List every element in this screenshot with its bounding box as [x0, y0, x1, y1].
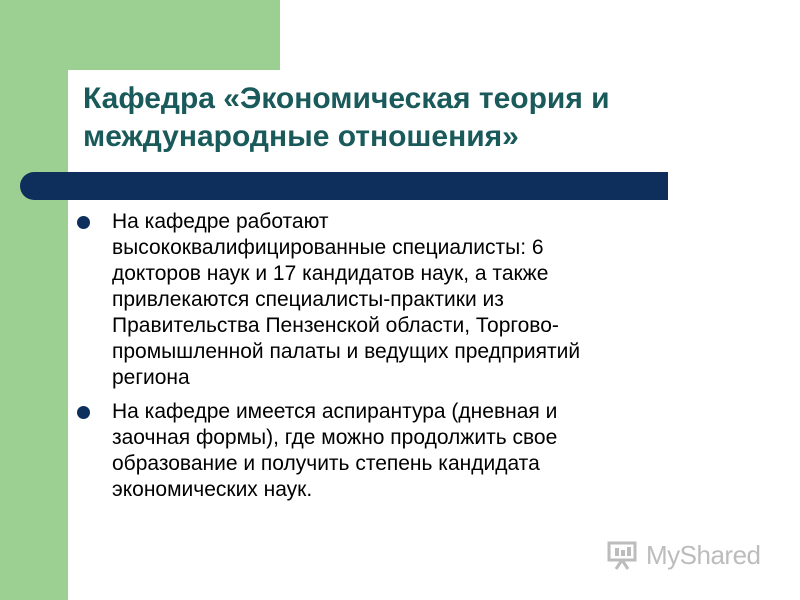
green-accent-left — [0, 0, 68, 600]
title-line: международные отношения» — [83, 120, 519, 153]
bullet-dot — [77, 406, 90, 419]
bullet-list — [77, 209, 717, 511]
bullet-item — [77, 209, 717, 391]
bullet-text-line: образование и получить степень кандидата — [112, 452, 540, 475]
bullet-text-line: Правительства Пензенской области, Торгово- — [112, 314, 559, 337]
bullet-dot — [77, 216, 90, 229]
bullet-text-line: региона — [112, 366, 190, 389]
myshared-watermark[interactable] — [606, 537, 770, 573]
bullet-text-line: На кафедре работают — [112, 210, 329, 233]
bullet-text-line: промышленной палаты и ведущих предприятий — [112, 340, 581, 363]
title-divider-bar — [20, 172, 668, 200]
slide-title — [83, 80, 723, 156]
bullet-text-line: докторов наук и 17 кандидатов наук, а также — [112, 262, 549, 285]
bullet-item — [77, 399, 717, 503]
title-line: Кафедра «Экономическая теория и — [83, 82, 610, 115]
bullet-text-line: заочная формы), где можно продолжить свое — [112, 426, 558, 449]
watermark-text: MyShared — [646, 539, 761, 570]
presentation-board-icon — [606, 540, 640, 570]
bullet-text-line: экономических наук. — [112, 478, 313, 501]
bullet-text-line: привлекаются специалисты-практики из — [112, 288, 504, 311]
bullet-text-line: высококвалифицированные специалисты: 6 — [112, 236, 544, 259]
bullet-text-line: На кафедре имеется аспирантура (дневная и — [112, 400, 558, 423]
